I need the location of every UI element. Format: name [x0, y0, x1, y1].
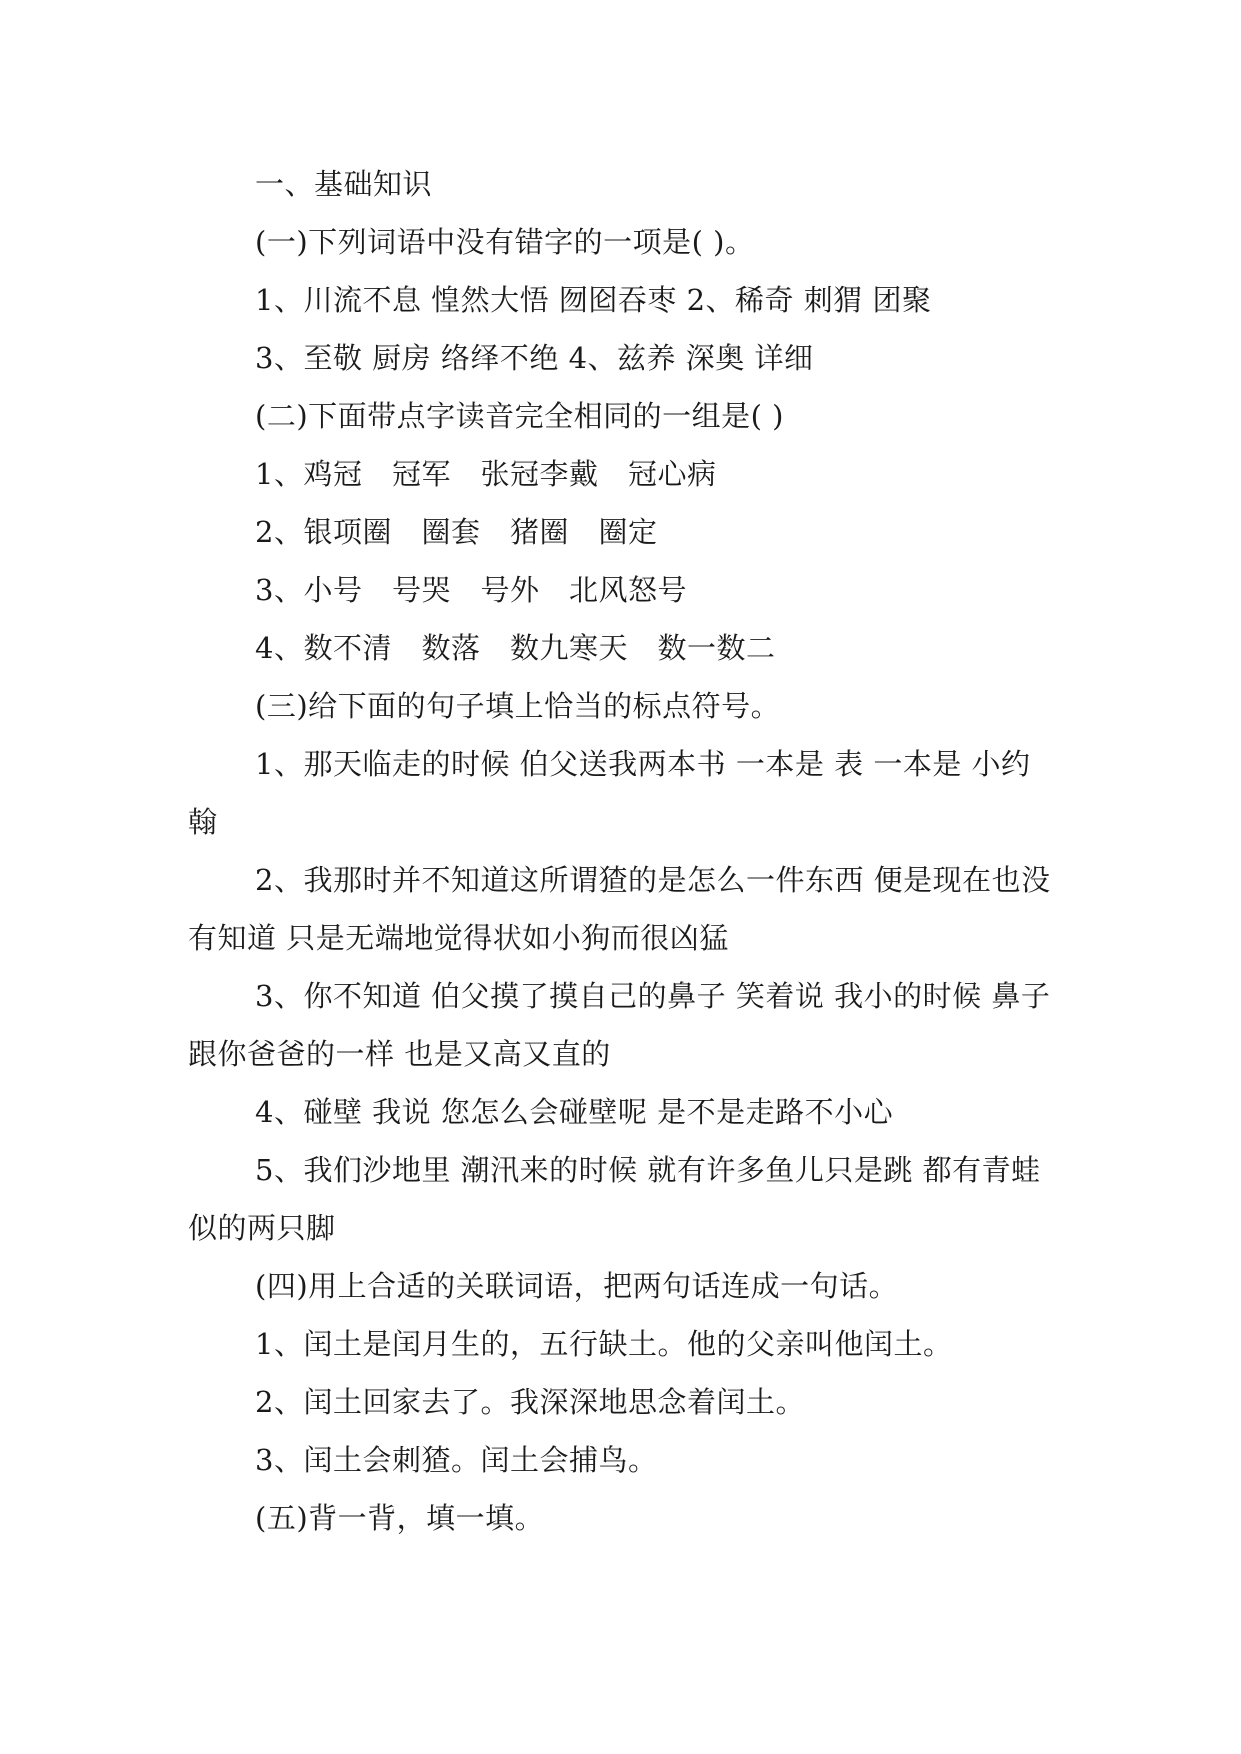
question-heading: (二)下面带点字读音完全相同的一组是( )	[255, 399, 784, 433]
option-line: 1、鸡冠 冠军 张冠李戴 冠心病	[255, 457, 717, 491]
sentence-item: 4、碰壁 我说 您怎么会碰壁呢 是不是走路不小心	[255, 1095, 894, 1129]
document-body	[188, 155, 1056, 1547]
sentence-item: 3、你不知道 伯父摸了摸自己的鼻子 笑着说 我小的时候 鼻子跟你爸爸的一样 也是又高又直的	[188, 979, 1051, 1071]
option-line: 3、小号 号哭 号外 北风怒号	[255, 573, 687, 607]
option-line: 2、银项圈 圈套 猪圈 圈定	[255, 515, 658, 549]
sentence-item: 2、我那时并不知道这所谓猹的是怎么一件东西 便是现在也没有知道 只是无端地觉得状如小狗而很凶猛	[188, 863, 1051, 955]
sentence-item: 2、闰土回家去了。我深深地思念着闰土。	[255, 1385, 805, 1419]
sentence-item: 1、闰土是闰月生的，五行缺土。他的父亲叫他闰土。	[255, 1327, 953, 1361]
option-line: 4、数不清 数落 数九寒天 数一数二	[255, 631, 776, 665]
sentence-item: 3、闰土会刺猹。闰土会捕鸟。	[255, 1443, 658, 1477]
question-heading: (五)背一背，填一填。	[255, 1501, 545, 1535]
sentence-item: 5、我们沙地里 潮汛来的时候 就有许多鱼儿只是跳 都有青蛙似的两只脚	[188, 1153, 1041, 1245]
question-heading: (四)用上合适的关联词语，把两句话连成一句话。	[255, 1269, 899, 1303]
question-heading: (一)下列词语中没有错字的一项是( )。	[255, 225, 755, 259]
option-line: 3、至敬 厨房 络绎不绝 4、兹养 深奥 详细	[255, 341, 814, 375]
section-heading: 一、基础知识	[255, 167, 433, 201]
option-line: 1、川流不息 惶然大悟 囫囵吞枣 2、稀奇 刺猬 团聚	[255, 283, 932, 317]
sentence-item: 1、那天临走的时候 伯父送我两本书 一本是 表 一本是 小约翰	[188, 747, 1031, 839]
question-heading: (三)给下面的句子填上恰当的标点符号。	[255, 689, 781, 723]
